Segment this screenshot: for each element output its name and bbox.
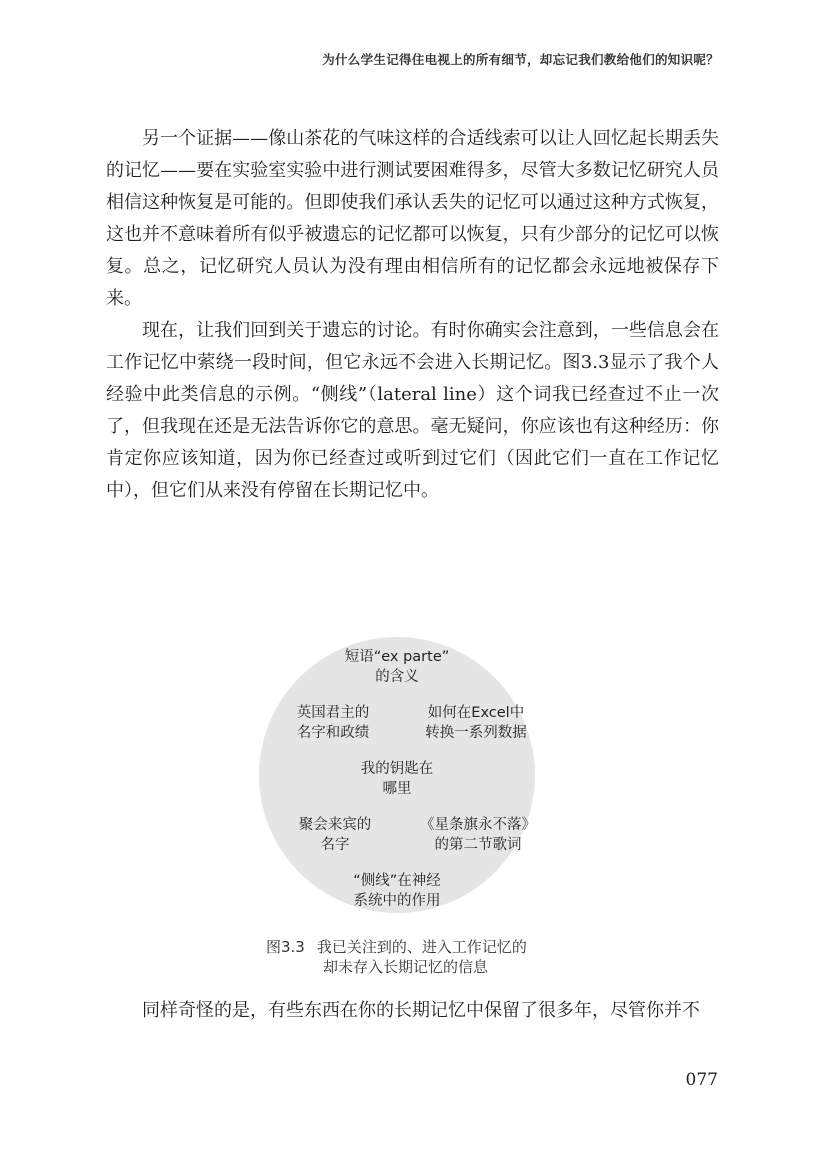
figure-caption <box>266 937 527 977</box>
body-paragraph <box>106 123 719 507</box>
figure-item-monarchs: 英国君主的 名字和政绩 <box>296 705 370 741</box>
paragraph-1: 另一个证据——像山茶花的气味这样的合适线索可以让人回忆起长期丢失的记忆——要在实验室实验中进行测试要困难得多，尽管大多数记忆研究人员相信这种恢复是可能的。但即使我们承认丢失的记忆可以通过这种方式恢复，这也并不意味着所有似乎被遗忘的记忆都可以恢复，只有少部分的记忆可以恢复。总之，记忆研究人员认为没有理由相信所有的记忆都会永远地被保存下来。 <box>106 128 719 309</box>
figure-item-keys: 我的钥匙在 哪里 <box>360 761 434 797</box>
figure-item-guests: 聚会来宾的 名字 <box>298 817 372 853</box>
figure-number: 图3.3 <box>266 938 305 956</box>
caption-line-2: 却未存入长期记忆的信息 <box>323 958 489 976</box>
figure-item-lateral-line: “侧线”在神经 系统中的作用 <box>353 873 441 909</box>
figure-item-excel: 如何在Excel中 转换一系列数据 <box>425 705 527 741</box>
body-paragraph <box>106 995 719 1027</box>
running-head: 为什么学生记得住电视上的所有细节，却忘记我们教给他们的知识呢？ <box>322 52 719 67</box>
paragraph-2: 现在，让我们回到关于遗忘的讨论。有时你确实会注意到，一些信息会在工作记忆中萦绕一段时间，但它永远不会进入长期记忆。图3.3显示了我个人经验中此类信息的示例。“侧线”（lateral line）这个词我已经查过不止一次了，但我现在还是无法告诉你它的意思。毫无疑问，你应该也有这种经历：你肯定你应该知道，因为你已经查过或听到过它们（因此它们一直在工作记忆中），但它们从来没有停留在长期记忆中。 <box>106 320 719 501</box>
figure-item-ex-parte: 短语“ex parte” 的含义 <box>344 649 450 685</box>
page-number: 077 <box>685 1070 718 1090</box>
caption-line-1: 我已关注到的、进入工作记忆的 <box>316 938 527 956</box>
figure-circle <box>259 637 535 913</box>
paragraph-3: 同样奇怪的是，有些东西在你的长期记忆中保留了很多年，尽管你并不 <box>142 1000 700 1021</box>
figure-item-anthem: 《星条旗永不落》 的第二节歌词 <box>420 817 536 853</box>
